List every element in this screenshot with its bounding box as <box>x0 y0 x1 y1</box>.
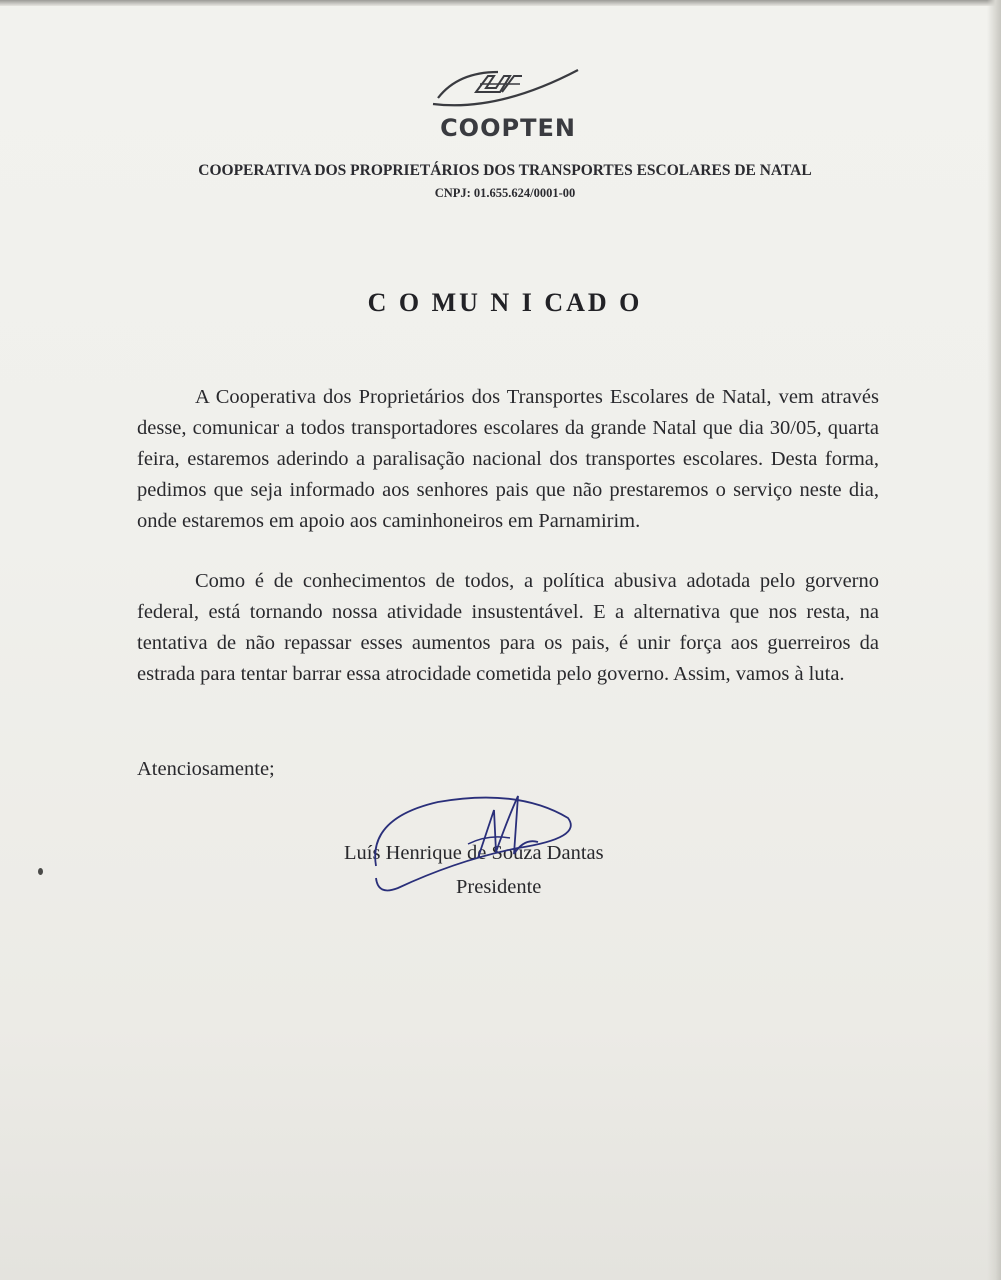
body-paragraph-1: A Cooperativa dos Proprietários dos Transportes Escolares de Natal, vem através desse, comunicar a todos transportadores escolares da grande Natal que dia 30/05, quarta feira, estaremos aderindo a paralisação nacional dos transportes escolares. Desta forma, pedimos que seja informado aos senhores pais que não prestaremos o serviço neste dia, onde estaremos em apoio aos caminhoneiros em Parnamirim. <box>137 386 879 532</box>
page-right-edge <box>987 0 1001 1280</box>
paper-speck <box>38 868 43 875</box>
logo-text: COOPTEN <box>440 114 576 142</box>
body-paragraph-2: Como é de conhecimentos de todos, a política abusiva adotada pelo gorverno federal, está tornando nossa atividade insustentável. E a alternativa que nos resta, na tentativa de não repassar esses aumentos para os pais, é unir força aos guerreiros da estrada para tentar barrar essa atrocidade cometida pelo governo. Assim, vamos à luta. <box>137 570 879 685</box>
handwritten-signature <box>368 778 588 898</box>
signer-role: Presidente <box>456 876 542 898</box>
document-title: C O MU N I CAD O <box>367 288 643 317</box>
signer-name: Luís Henrique de Souza Dantas <box>344 842 604 864</box>
closing-salutation: Atenciosamente; <box>137 758 275 780</box>
organization-name: COOPERATIVA DOS PROPRIETÁRIOS DOS TRANSPORTES ESCOLARES DE NATAL <box>198 162 812 179</box>
page-top-edge <box>0 0 1001 6</box>
coopten-logo <box>428 62 588 148</box>
organization-cnpj: CNPJ: 01.655.624/0001-00 <box>434 186 576 200</box>
coopten-bus-swoosh-logo-icon <box>428 62 588 118</box>
